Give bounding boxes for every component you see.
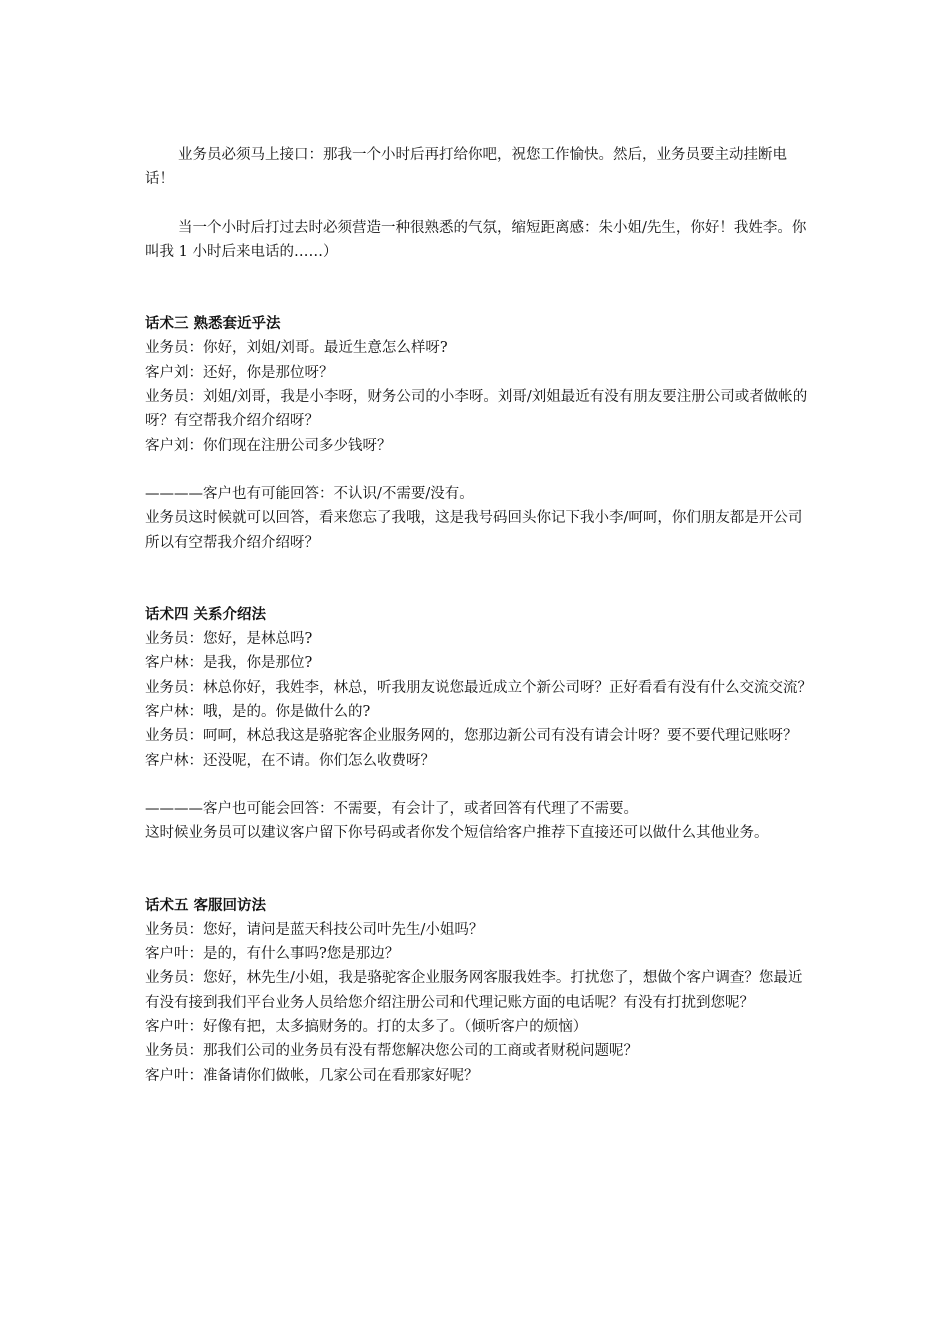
dialogue-line: 客户林：哦，是的。你是做什么的?	[145, 704, 371, 721]
intro-paragraph-1: 业务员必须马上接口：那我一个小时后再打给你吧，祝您工作愉快。然后，业务员要主动挂断电话！	[145, 147, 787, 188]
dialogue-line: 客户刘：还好，你是那位呀？	[145, 364, 334, 381]
script-5-section	[145, 894, 815, 1088]
alternative-answer-note: ————客户也可能会回答：不需要，有会计了，或者回答有代理了不需要。	[145, 800, 638, 817]
dialogue-line: 业务员：那我们公司的业务员有没有帮您解决您公司的工商或者财税问题呢？	[145, 1043, 638, 1060]
alternative-answer-note: ————客户也有可能回答：不认识/不需要/没有。	[145, 485, 474, 502]
script-3-title: 话术三 熟悉套近乎法	[145, 315, 281, 333]
dialogue-line: 业务员：您好，林先生/小姐，我是骆驼客企业服务网客服我姓李。打扰您了，想做个客户调查？您最近有没有接到我们平台业务人员给您介绍注册公司和代理记账方面的电话呢？有没有打扰到您呢？	[145, 970, 803, 1011]
dialogue-line: 客户林：还没呢，在不请。你们怎么收费呀？	[145, 752, 435, 769]
script-4-section	[145, 603, 815, 846]
dialogue-line: 业务员：您好，是林总吗?	[145, 631, 313, 648]
response-advice: 业务员这时候就可以回答，看来您忘了我哦，这是我号码回头你记下我小李/呵呵，你们朋友都是开公司所以有空帮我介绍介绍呀？	[145, 510, 803, 551]
dialogue-line: 业务员：你好，刘姐/刘哥。最近生意怎么样呀?	[145, 340, 448, 357]
dialogue-line: 客户叶：好像有把，太多搞财务的。打的太多了。（倾听客户的烦恼）	[145, 1019, 588, 1036]
dialogue-line: 客户刘：你们现在注册公司多少钱呀？	[145, 437, 392, 454]
script-5-title: 话术五 客服回访法	[145, 896, 267, 914]
dialogue-line: 客户林：是我，你是那位?	[145, 655, 313, 672]
script-3-section	[145, 312, 815, 555]
dialogue-line: 业务员：呵呵，林总我这是骆驼客企业服务网的，您那边新公司有没有请会计呀？要不要代理记账呀？	[145, 728, 798, 745]
document-page	[145, 143, 815, 1088]
dialogue-line: 业务员：您好，请问是蓝天科技公司叶先生/小姐吗？	[145, 921, 484, 938]
dialogue-line: 客户叶：是的，有什么事吗?您是那边？	[145, 946, 400, 963]
dialogue-line: 业务员：林总你好，我姓李，林总，听我朋友说您最近成立个新公司呀？正好看看有没有什么交流交流？	[145, 679, 812, 696]
intro-paragraph-2: 当一个小时后打过去时必须营造一种很熟悉的气氛，缩短距离感：朱小姐/先生，你好！我姓李。你叫我 1 小时后来电话的……）	[145, 219, 807, 260]
dialogue-line: 业务员：刘姐/刘哥，我是小李呀，财务公司的小李呀。刘哥/刘姐最近有没有朋友要注册公司或者做帐的呀？有空帮我介绍介绍呀？	[145, 389, 808, 430]
response-advice: 这时候业务员可以建议客户留下你号码或者你发个短信给客户推荐下直接还可以做什么其他业务。	[145, 825, 769, 842]
dialogue-line: 客户叶：准备请你们做帐，几家公司在看那家好呢？	[145, 1067, 479, 1084]
script-4-title: 话术四 关系介绍法	[145, 605, 267, 623]
